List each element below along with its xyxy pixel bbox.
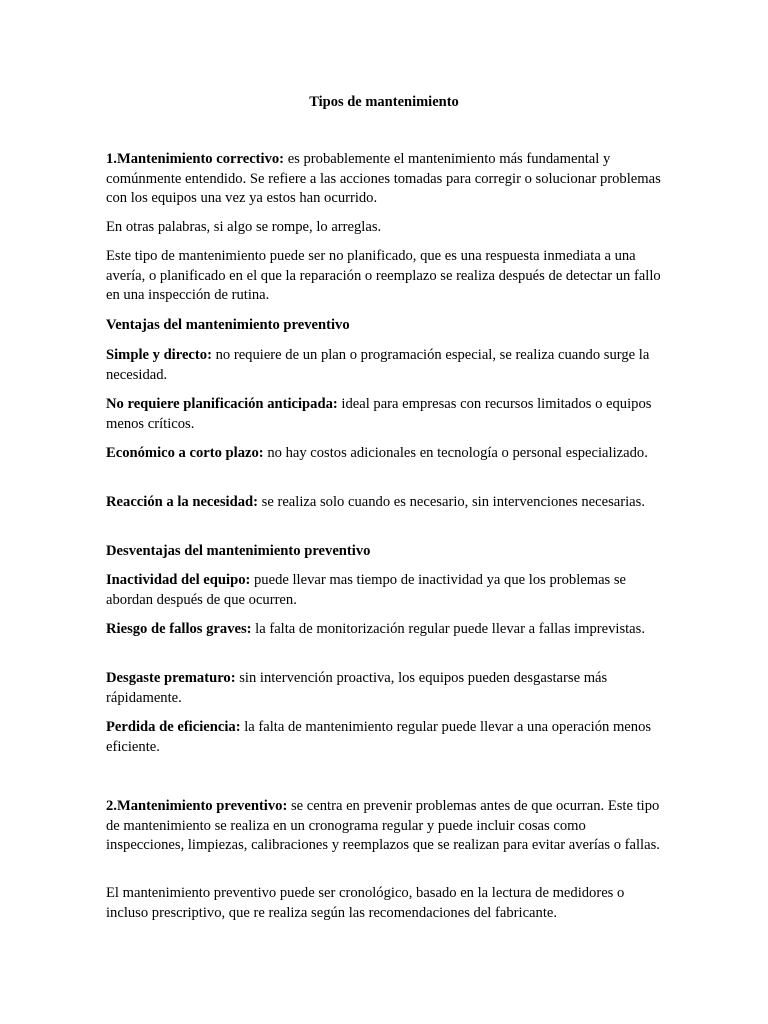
disadvantage-text: sin intervención proactiva, los equipos pueden desgastarse más rápidamente. [106, 670, 608, 706]
corrective-intro-paragraph [106, 150, 666, 209]
advantage-text: no hay costos adicionales en tecnología o personal especializado. [263, 445, 648, 461]
preventive-paragraph-2: El mantenimiento preventivo puede ser cronológico, basado en la lectura de medidores o incluso prescriptivo, que re realiza según las recomendaciones del fabricante. [106, 885, 625, 921]
disadvantage-item [106, 571, 666, 610]
advantage-text: se realiza solo cuando es necesario, sin intervenciones necesarias. [258, 494, 645, 510]
advantage-item [106, 444, 666, 464]
corrective-paragraph-3: Este tipo de mantenimiento puede ser no planificado, que es una respuesta inmediata a una avería, o planificado en el que la reparación o reemplazo se realiza después de detectar un fallo en una inspección de rutina. [106, 248, 661, 303]
disadvantage-term: Perdida de eficiencia: [106, 719, 241, 735]
disadvantage-text: puede llevar mas tiempo de inactividad ya que los problemas se abordan después de que ocurren. [106, 572, 627, 608]
disadvantage-item [106, 718, 666, 757]
advantage-term: No requiere planificación anticipada: [106, 396, 338, 412]
advantage-term: Reacción a la necesidad: [106, 494, 259, 510]
corrective-term: 1.Mantenimiento correctivo: [106, 151, 285, 167]
corrective-intro-text: es probablemente el mantenimiento más fundamental y comúnmente entendido. Se refiere a las acciones tomadas para corregir o solucionar problemas con los equipos una vez ya estos han ocurrido. [106, 151, 661, 206]
advantages-heading: Ventajas del mantenimiento preventivo [106, 317, 350, 333]
advantage-text: ideal para empresas con recursos limitados o equipos menos críticos. [106, 396, 652, 432]
advantage-term: Económico a corto plazo: [106, 445, 264, 461]
disadvantage-term: Desgaste prematuro: [106, 670, 236, 686]
disadvantage-text: la falta de mantenimiento regular puede llevar a una operación menos eficiente. [106, 719, 652, 755]
disadvantages-heading: Desventajas del mantenimiento preventivo [106, 543, 371, 559]
advantage-item [106, 346, 666, 385]
advantage-text: no requiere de un plan o programación especial, se realiza cuando surge la necesidad. [106, 347, 650, 383]
advantage-item [106, 395, 666, 434]
preventive-intro-paragraph [106, 797, 666, 856]
disadvantage-term: Inactividad del equipo: [106, 572, 251, 588]
disadvantage-text: la falta de monitorización regular puede llevar a fallas imprevistas. [251, 621, 645, 637]
preventive-intro-text: se centra en prevenir problemas antes de que ocurran. Este tipo de mantenimiento se realiza en un cronograma regular y puede incluir cosas como inspecciones, limpiezas, calibraciones y reemplazos que se realizan para evitar averías o fallas. [106, 798, 660, 853]
advantage-item [106, 493, 666, 513]
disadvantage-item [106, 620, 666, 640]
corrective-paragraph-2: En otras palabras, si algo se rompe, lo arreglas. [106, 219, 382, 235]
document-title: Tipos de mantenimiento [309, 94, 459, 110]
disadvantage-item [106, 669, 666, 708]
disadvantage-term: Riesgo de fallos graves: [106, 621, 252, 637]
advantage-term: Simple y directo: [106, 347, 212, 363]
preventive-term: 2.Mantenimiento preventivo: [106, 798, 288, 814]
